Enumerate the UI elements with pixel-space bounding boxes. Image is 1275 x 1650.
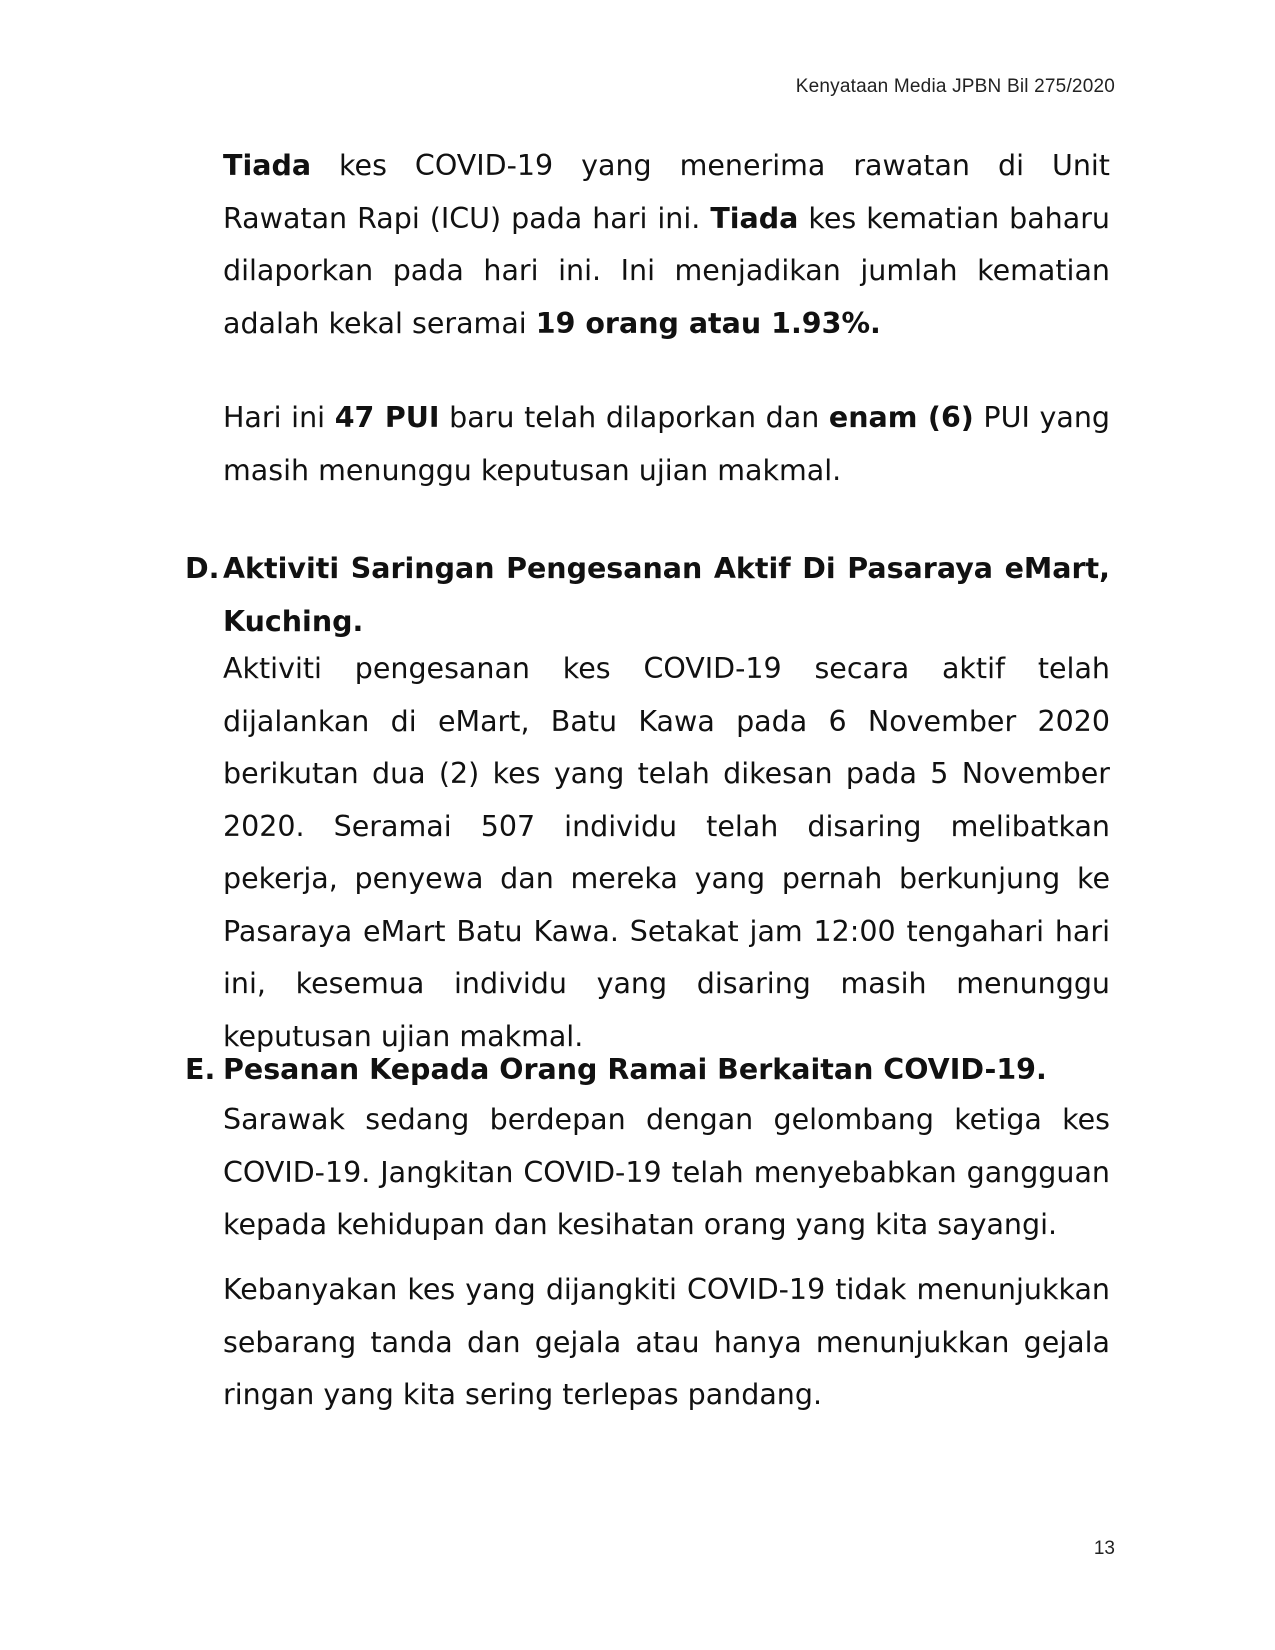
section-e-heading [185,1044,1110,1097]
paragraph-icu-deaths [223,140,1110,350]
paragraph-pui [223,392,1110,497]
text-pui-a: Hari ini [223,401,335,434]
text-pui-c: baru telah dilaporkan dan [439,401,829,434]
bold-tiada-2: Tiada [710,201,799,235]
section-d-title [223,543,1110,648]
text-pui-e: PUI yang masih menunggu keputusan ujian makmal. [223,401,1110,487]
section-e-letter: E. [185,1053,216,1086]
section-d-body: Aktiviti pengesanan kes COVID-19 secara aktif telah dijalankan di eMart, Batu Kawa pada 6 November 2020 berikutan dua (2) kes yang telah dikesan pada 5 November 2020. Seramai 507 individu telah disaring melibatkan pekerja, penyewa dan mereka yang pernah berkunjung ke Pasaraya eMart Batu Kawa. Setakat jam 12:00 tengahari hari ini, kesemua individu yang disaring masih menunggu keputusan ujian makmal. [223,652,1110,1053]
document-header: Kenyataan Media JPBN Bil 275/2020 [795,76,1115,97]
text-deaths: kes kematian baharu dilaporkan pada hari ini. Ini menjadikan jumlah kematian adalah kekal seramai [223,201,1110,340]
section-e-body-2: Kebanyakan kes yang dijangkiti COVID-19 tidak menunjukkan sebarang tanda dan gejala atau hanya menunjukkan gejala ringan yang kita sering terlepas pandang. [223,1273,1110,1411]
section-e-body-1: Sarawak sedang berdepan dengan gelombang ketiga kes COVID-19. Jangkitan COVID-19 telah menyebabkan gangguan kepada kehidupan dan kesihatan orang yang kita sayangi. [223,1103,1110,1241]
bold-pui-pending: enam (6) [828,401,974,434]
bold-pui-count: 47 PUI [334,401,440,434]
page-number: 13 [1093,1538,1115,1559]
bold-tiada-1: Tiada [223,149,312,182]
section-d-title-line1: Aktiviti Saringan Pengesanan Aktif Di Pasaraya eMart, [223,552,1110,585]
bold-death-total: 19 orang atau 1.93%. [535,306,881,340]
text-icu: kes COVID-19 yang menerima rawatan di Unit Rawatan Rapi (ICU) pada hari ini. [223,149,1110,235]
section-d-heading [185,543,1110,648]
section-d-letter: D. [185,552,220,585]
section-d-title-line2: Kuching. [223,604,364,638]
section-e-title: Pesanan Kepada Orang Ramai Berkaitan COVID-19. [223,1053,1047,1086]
